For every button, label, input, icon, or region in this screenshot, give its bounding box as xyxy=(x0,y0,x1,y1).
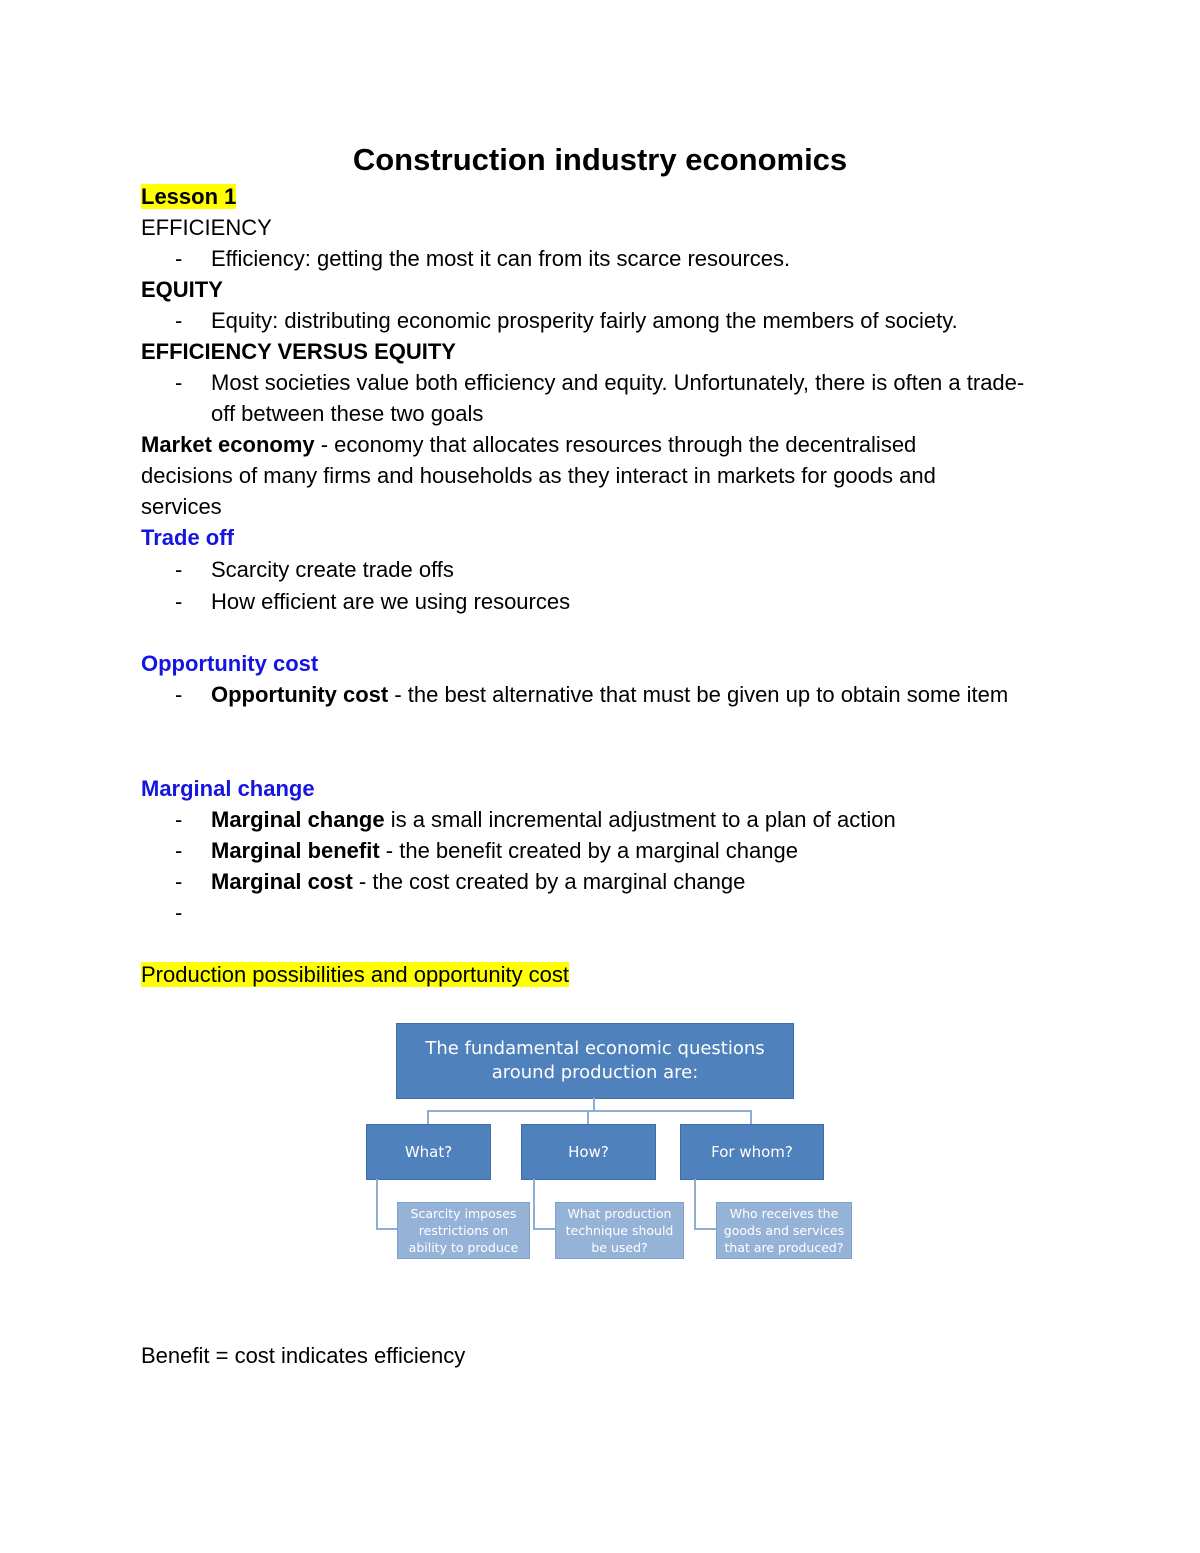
detail-forwhom-box: Who receives the goods and services that are produced? xyxy=(716,1202,852,1259)
efficiency-heading: EFFICIENCY xyxy=(141,215,272,240)
lesson-label: Lesson 1 xyxy=(141,184,237,209)
connector-what xyxy=(427,1110,429,1124)
detail-how-box: What production technique should be used? xyxy=(555,1202,684,1259)
connector-bar xyxy=(427,1110,752,1112)
connector-how-detail-h xyxy=(533,1228,555,1230)
equity-heading: EQUITY xyxy=(141,277,223,302)
connector-forwhom-detail-h xyxy=(694,1228,716,1230)
connector-how-detail-v xyxy=(533,1179,535,1229)
diagram-top-box: The fundamental economic questions around production are: xyxy=(396,1023,794,1099)
benefit-cost-line: Benefit = cost indicates efficiency xyxy=(141,1343,466,1368)
marginal-heading: Marginal change xyxy=(141,776,315,801)
question-how-box: How? xyxy=(521,1124,656,1180)
connector-how xyxy=(587,1110,589,1124)
page-title: Construction industry economics xyxy=(352,142,848,177)
connector-trunk xyxy=(593,1098,595,1110)
versus-heading: EFFICIENCY VERSUS EQUITY xyxy=(141,339,456,364)
question-forwhom-box: For whom? xyxy=(680,1124,824,1180)
tradeoff-heading: Trade off xyxy=(141,525,234,550)
question-what-box: What? xyxy=(366,1124,491,1180)
market-economy-paragraph: Market economy - economy that allocates resources through the decentralised decisions of many firms and households as they interact in markets for goods and services xyxy=(141,432,936,519)
connector-forwhom-detail-v xyxy=(694,1179,696,1229)
connector-what-detail-v xyxy=(376,1179,378,1229)
detail-what-box: Scarcity imposes restrictions on ability to produce xyxy=(397,1202,530,1259)
connector-what-detail-h xyxy=(376,1228,397,1230)
production-heading: Production possibilities and opportunity cost xyxy=(141,962,570,987)
connector-forwhom xyxy=(750,1110,752,1124)
opportunity-heading: Opportunity cost xyxy=(141,651,319,676)
